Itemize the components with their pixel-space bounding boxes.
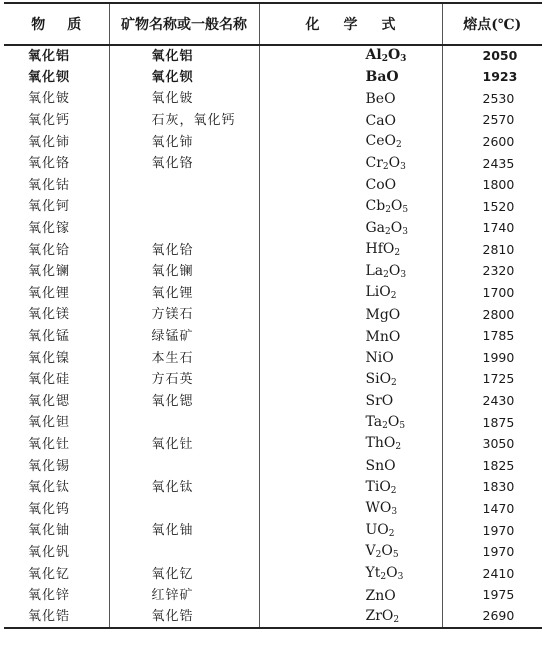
formula-cell: BaO <box>259 67 442 89</box>
table-row <box>4 67 542 89</box>
formula-cell: $UO_2$ <box>259 520 442 542</box>
table-row <box>4 542 542 564</box>
table-row <box>4 88 542 110</box>
melting-point-cell: 1970 <box>442 542 542 564</box>
table-row <box>4 261 542 283</box>
substance-cell: 氧化钇 <box>28 566 71 582</box>
table-row <box>4 606 542 628</box>
mineral-name-cell: 氧化钛 <box>109 477 259 499</box>
substance-cell: 氧化锶 <box>28 393 71 409</box>
melting-point-cell: 1470 <box>442 498 542 520</box>
formula-cell: $Al_2O_3$ <box>259 45 442 67</box>
melting-point-cell: 1970 <box>442 520 542 542</box>
substance-cell: 氧化锡 <box>28 458 71 474</box>
formula-cell: ZnO <box>259 585 442 607</box>
melting-point-cell: 1923 <box>442 67 542 89</box>
substance-cell: 氧化铝 <box>28 48 71 64</box>
substance-cell: 氧化铍 <box>28 91 71 107</box>
mineral-name-cell: 氧化铀 <box>109 520 259 542</box>
header-substance: 物质 <box>4 3 109 45</box>
formula-cell: $Cb_2O_5$ <box>259 196 442 218</box>
substance-cell: 氧化镓 <box>28 221 71 237</box>
table-body <box>4 45 542 628</box>
table-row <box>4 175 542 197</box>
table-row <box>4 326 542 348</box>
header-row <box>4 3 542 45</box>
formula-cell: HfO$_2$ <box>259 239 442 261</box>
substance-cell: 氧化钶 <box>28 199 71 215</box>
header-formula: 化学式 <box>259 3 442 45</box>
substance-cell: 氧化镁 <box>28 307 71 323</box>
melting-point-cell: 2530 <box>442 88 542 110</box>
table-row <box>4 304 542 326</box>
table-row <box>4 412 542 434</box>
formula-cell: $La_2O_3$ <box>259 261 442 283</box>
table-row <box>4 498 542 520</box>
oxide-melting-point-table-container <box>4 2 542 629</box>
melting-point-cell: 2050 <box>442 45 542 67</box>
table-row <box>4 455 542 477</box>
formula-cell: LiO$_2$ <box>259 283 442 305</box>
substance-cell: 氧化硅 <box>28 372 71 388</box>
mineral-name-cell: 绿锰矿 <box>109 326 259 348</box>
table-row <box>4 45 542 67</box>
mineral-name-cell <box>109 175 259 197</box>
mineral-name-cell: 氧化铈 <box>109 131 259 153</box>
formula-cell: $Cr_2O_3$ <box>259 153 442 175</box>
formula-cell: $V_2O_5$ <box>259 542 442 564</box>
mineral-name-cell: 氧化铝 <box>109 45 259 67</box>
substance-cell: 氧化铬 <box>28 156 71 172</box>
table-row <box>4 239 542 261</box>
mineral-name-cell: 氧化钇 <box>109 563 259 585</box>
substance-cell: 氧化锂 <box>28 285 71 301</box>
melting-point-cell: 2435 <box>442 153 542 175</box>
mineral-name-cell <box>109 218 259 240</box>
melting-point-cell: 2410 <box>442 563 542 585</box>
table-row <box>4 391 542 413</box>
substance-cell: 氧化钍 <box>28 436 71 452</box>
table-row <box>4 563 542 585</box>
mineral-name-cell: 氧化铍 <box>109 88 259 110</box>
melting-point-cell: 2810 <box>442 239 542 261</box>
mineral-name-cell: 氧化钍 <box>109 434 259 456</box>
mineral-name-cell: 氧化铬 <box>109 153 259 175</box>
melting-point-cell: 1825 <box>442 455 542 477</box>
substance-cell: 氧化镍 <box>28 350 71 366</box>
formula-cell: BeO <box>259 88 442 110</box>
substance-cell: 氧化铪 <box>28 242 71 258</box>
melting-point-cell: 2570 <box>442 110 542 132</box>
table-row <box>4 434 542 456</box>
mineral-name-cell: 氧化锆 <box>109 606 259 628</box>
substance-cell: 氧化锆 <box>4 606 109 628</box>
table-row <box>4 477 542 499</box>
melting-point-cell: 1700 <box>442 283 542 305</box>
formula-cell: $Ta_2O_5$ <box>259 412 442 434</box>
formula-cell: SnO <box>259 455 442 477</box>
formula-cell: MgO <box>259 304 442 326</box>
formula-cell: $WO_3$ <box>259 498 442 520</box>
mineral-name-cell: 氧化锂 <box>109 283 259 305</box>
table-row <box>4 347 542 369</box>
mineral-name-cell <box>109 196 259 218</box>
formula-cell: $Ga_2O_3$ <box>259 218 442 240</box>
header-mineral-name: 矿物名称或一般名称 <box>109 3 259 45</box>
substance-cell: 氧化铈 <box>28 134 71 150</box>
substance-cell: 氧化钙 <box>28 113 71 129</box>
mineral-name-cell: 方镁石 <box>109 304 259 326</box>
formula-cell: ThO$_2$ <box>259 434 442 456</box>
substance-cell: 氧化钨 <box>28 501 71 517</box>
mineral-name-cell <box>109 412 259 434</box>
formula-cell: NiO <box>259 347 442 369</box>
melting-point-cell: 2600 <box>442 131 542 153</box>
melting-point-cell: 3050 <box>442 434 542 456</box>
mineral-name-cell: 氧化锶 <box>109 391 259 413</box>
substance-cell: 氧化锰 <box>28 329 71 345</box>
table-row <box>4 218 542 240</box>
table-row <box>4 369 542 391</box>
formula-cell: MnO <box>259 326 442 348</box>
formula-cell: TiO$_2$ <box>259 477 442 499</box>
table-row <box>4 131 542 153</box>
header-melting-point: 熔点(℃) <box>442 3 542 45</box>
substance-cell: 氧化铀 <box>28 523 71 539</box>
melting-point-cell: 1990 <box>442 347 542 369</box>
table-row <box>4 585 542 607</box>
mineral-name-cell: 氧化铪 <box>109 239 259 261</box>
melting-point-cell: 1740 <box>442 218 542 240</box>
mineral-name-cell: 氧化钡 <box>109 67 259 89</box>
mineral-name-cell: 石灰，氧化钙 <box>109 110 259 132</box>
melting-point-cell: 2320 <box>442 261 542 283</box>
table-row <box>4 283 542 305</box>
formula-cell: SrO <box>259 391 442 413</box>
formula-cell: ZrO$_2$ <box>259 606 442 628</box>
melting-point-cell: 2430 <box>442 391 542 413</box>
mineral-name-cell: 红锌矿 <box>109 585 259 607</box>
substance-cell: 氧化镧 <box>28 264 71 280</box>
mineral-name-cell <box>109 542 259 564</box>
substance-cell: 氧化钽 <box>28 415 71 431</box>
mineral-name-cell: 氧化镧 <box>109 261 259 283</box>
melting-point-cell: 2800 <box>442 304 542 326</box>
table-row <box>4 110 542 132</box>
substance-cell: 氧化钛 <box>28 480 71 496</box>
table-header <box>4 3 542 45</box>
mineral-name-cell: 方石英 <box>109 369 259 391</box>
formula-cell: CoO <box>259 175 442 197</box>
mineral-name-cell <box>109 498 259 520</box>
mineral-name-cell: 本生石 <box>109 347 259 369</box>
substance-cell: 氧化钴 <box>28 177 71 193</box>
formula-cell: $Yt_2O_3$ <box>259 563 442 585</box>
melting-point-cell: 2690 <box>442 606 542 628</box>
substance-cell: 氧化钒 <box>28 544 71 560</box>
melting-point-cell: 1800 <box>442 175 542 197</box>
substance-cell: 氧化钡 <box>28 69 71 85</box>
substance-cell: 氧化锌 <box>28 588 71 604</box>
melting-point-cell: 1520 <box>442 196 542 218</box>
table-row <box>4 520 542 542</box>
formula-cell: CeO$_2$ <box>259 131 442 153</box>
table-row <box>4 196 542 218</box>
mineral-name-cell <box>109 455 259 477</box>
melting-point-cell: 1725 <box>442 369 542 391</box>
oxide-melting-point-table <box>4 2 542 629</box>
formula-cell: SiO$_2$ <box>259 369 442 391</box>
melting-point-cell: 1975 <box>442 585 542 607</box>
formula-cell: CaO <box>259 110 442 132</box>
melting-point-cell: 1785 <box>442 326 542 348</box>
melting-point-cell: 1830 <box>442 477 542 499</box>
table-row <box>4 153 542 175</box>
melting-point-cell: 1875 <box>442 412 542 434</box>
